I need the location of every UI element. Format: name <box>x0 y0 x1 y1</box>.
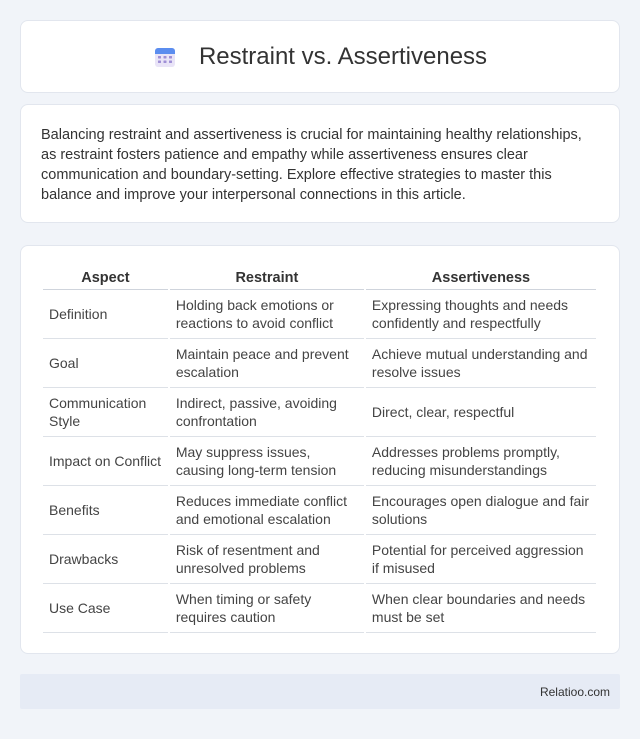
assertiveness-cell: Addresses problems promptly, reducing misunderstandings <box>366 437 596 486</box>
table-row <box>43 584 596 633</box>
assertiveness-cell: Achieve mutual understanding and resolve issues <box>366 339 596 388</box>
table-row <box>43 486 596 535</box>
restraint-cell: Maintain peace and prevent escalation <box>170 339 364 388</box>
header-restraint: Restraint <box>170 266 364 290</box>
calendar-icon <box>153 45 177 69</box>
assertiveness-cell: Encourages open dialogue and fair solutions <box>366 486 596 535</box>
restraint-cell: Reduces immediate conflict and emotional escalation <box>170 486 364 535</box>
table-card <box>20 245 620 654</box>
title-wrap <box>153 43 487 71</box>
restraint-cell: Risk of resentment and unresolved problems <box>170 535 364 584</box>
table-header-row <box>43 266 596 290</box>
comparison-table <box>41 266 598 633</box>
header-aspect: Aspect <box>43 266 168 290</box>
restraint-cell: Holding back emotions or reactions to avoid conflict <box>170 290 364 339</box>
footer-brand: Relatioo.com <box>539 684 610 699</box>
aspect-cell: Definition <box>43 290 168 339</box>
restraint-cell: Indirect, passive, avoiding confrontation <box>170 388 364 437</box>
table-row <box>43 535 596 584</box>
aspect-cell: Goal <box>43 339 168 388</box>
footer <box>20 674 620 709</box>
table-row <box>43 339 596 388</box>
aspect-cell: Impact on Conflict <box>43 437 168 486</box>
header-assertiveness: Assertiveness <box>366 266 596 290</box>
intro-text: Balancing restraint and assertiveness is crucial for maintaining healthy relationships, as restraint fosters patience and empathy while assertiveness ensures clear communication and boundary-setting. Explore effective strategies to master this balance and improve your interpersonal connections in this article. <box>41 127 582 203</box>
intro-card <box>20 104 620 223</box>
restraint-cell: When timing or safety requires caution <box>170 584 364 633</box>
table-row <box>43 437 596 486</box>
aspect-cell: Communication Style <box>43 388 168 437</box>
assertiveness-cell: Potential for perceived aggression if misused <box>366 535 596 584</box>
table-row <box>43 290 596 339</box>
assertiveness-cell: When clear boundaries and needs must be set <box>366 584 596 633</box>
aspect-cell: Use Case <box>43 584 168 633</box>
assertiveness-cell: Expressing thoughts and needs confidently and respectfully <box>366 290 596 339</box>
aspect-cell: Benefits <box>43 486 168 535</box>
aspect-cell: Drawbacks <box>43 535 168 584</box>
title-card <box>20 20 620 93</box>
restraint-cell: May suppress issues, causing long-term tension <box>170 437 364 486</box>
page-title: Restraint vs. Assertiveness <box>198 42 488 70</box>
assertiveness-cell: Direct, clear, respectful <box>366 388 596 437</box>
table-row <box>43 388 596 437</box>
